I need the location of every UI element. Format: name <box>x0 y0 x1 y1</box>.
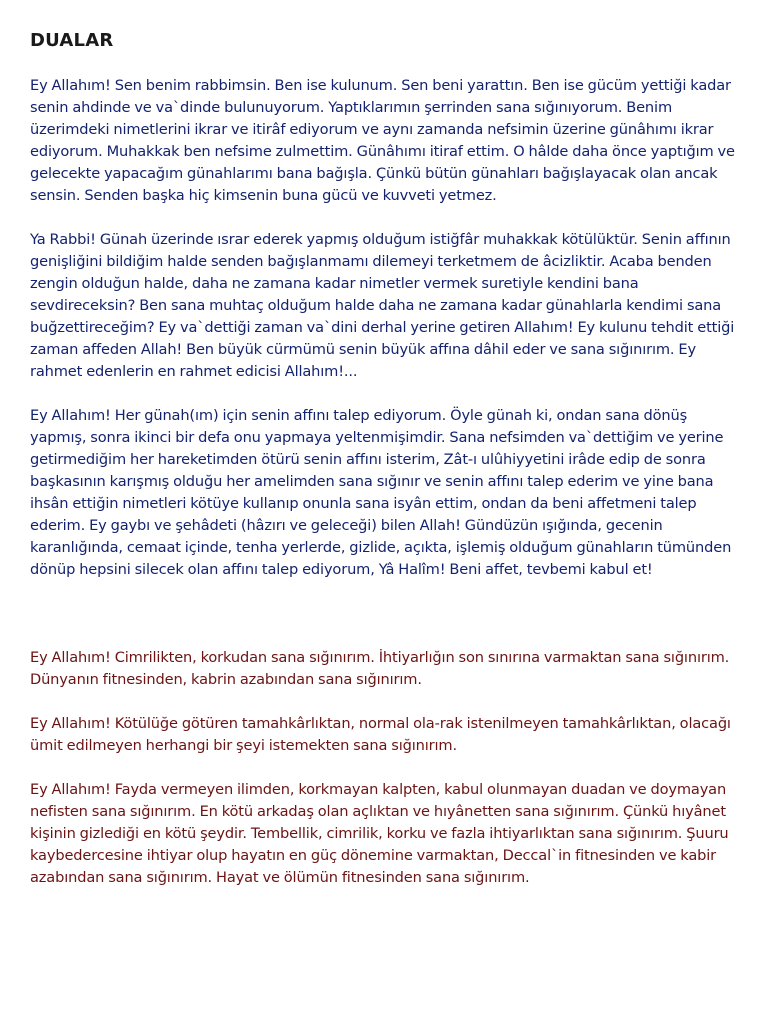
prayer-paragraph-3: Ey Allahım! Her günah(ım) için senin affını talep ediyorum. Öyle günah ki, ondan sana dönüş yapmış, sonra ikinci bir defa onu yapmaya yeltenmişimdir. Sana nefsimden va`dettiğim ve yerine getirmediğim her hareketimden ötürü senin affını isterim, Zât-ı ulûhiyyetini irâde edip de sonra başkasının karışmış olduğu her amelimden sana sığınır ve senin affını talep ederim ve yine bana ihsân ettiğin nimetleri kötüye kullanıp onunla sana isyân ettim, ondan da beni affetmeni talep ederim. Ey gaybı ve şehâdeti (hâzırı ve geleceği) bilen Allah! Gündüzün ışığında, gecenin karanlığında, cemaat içinde, tenha yerlerde, gizlide, açıkta, işlemiş olduğum günahların tümünden dönüp hepsini silecek olan affını talep ediyorum, Yâ Halîm! Beni affet, tevbemi kabul et! <box>30 407 732 578</box>
refuge-paragraph-3: Ey Allahım! Fayda vermeyen ilimden, korkmayan kalpten, kabul olunmayan duadan ve doymayan nefisten sana sığınırım. En kötü arkadaş olan açlıktan ve hıyânetten sana sığınırım. Çünkü hıyânet kişinin gizlediği en kötü şeydir. Tembellik, cimrilik, korku ve fazla ihtiyarlıktan sana sığınırım. Şuuru kaybedercesine ihtiyar olup hayatın en güç dönemine varmaktan, Deccal`in fitnesinden ve kabir azabından sana sığınırım. Hayat ve ölümün fitnesinden sana sığınırım. <box>30 781 729 886</box>
section-spacer <box>30 603 742 647</box>
prayer-paragraph-1: Ey Allahım! Sen benim rabbimsin. Ben ise kulunum. Sen beni yarattın. Ben ise gücüm yettiği kadar senin ahdinde ve va`dinde bulunuyorum. Yaptıklarımın şerrinden sana sığınıyorum. Benim üzerimdeki nimetlerini ikrar ve itirâf ediyorum ve aynı zamanda nefsimin üzerine günâhımı ikrar ediyorum. Muhakkak ben nefsime zulmettim. Günâhımı itiraf ettim. O hâlde daha önce yaptığım ve gelecekte yapacağım günahlarımı bana bağışla. Çünkü bütün günahları bağışlayacak olan ancak sensin. Senden başka hiç kimsenin buna gücü ve kuvveti yetmez. <box>30 77 735 204</box>
document-page <box>30 30 742 911</box>
refuge-paragraph-1: Ey Allahım! Cimrilikten, korkudan sana sığınırım. İhtiyarlığın son sınırına varmaktan sana sığınırım. Dünyanın fitnesinden, kabrin azabından sana sığınırım. <box>30 649 730 688</box>
page-title: DUALAR <box>30 30 114 51</box>
refuge-paragraph-2: Ey Allahım! Kötülüğe götüren tamahkârlıktan, normal ola-rak istenilmeyen tamahkârlıktan, olacağı ümit edilmeyen herhangi bir şeyi istemekten sana sığınırım. <box>30 715 731 754</box>
prayer-paragraph-2: Ya Rabbi! Günah üzerinde ısrar ederek yapmış olduğum istiğfâr muhakkak kötülüktür. Senin affının genişliğini bildiğim halde senden bağışlanmamı dilemeyi terketmem de âcizliktir. Acaba benden zengin olduğun halde, daha ne zamana kadar nimetler vermek suretiyle kendini bana sevdireceksin? Ben sana muhtaç olduğum halde daha ne zamana kadar günahlarla kendimi sana buğzettireceğim? Ey va`dettiği zaman va`dini derhal yerine getiren Allahım! Ey kulunu tehdit ettiği zaman affeden Allah! Ben büyük cürmümü senin büyük affına dâhil eder ve sana sığınırım. Ey rahmet edenlerin en rahmet edicisi Allahım!... <box>30 231 735 380</box>
